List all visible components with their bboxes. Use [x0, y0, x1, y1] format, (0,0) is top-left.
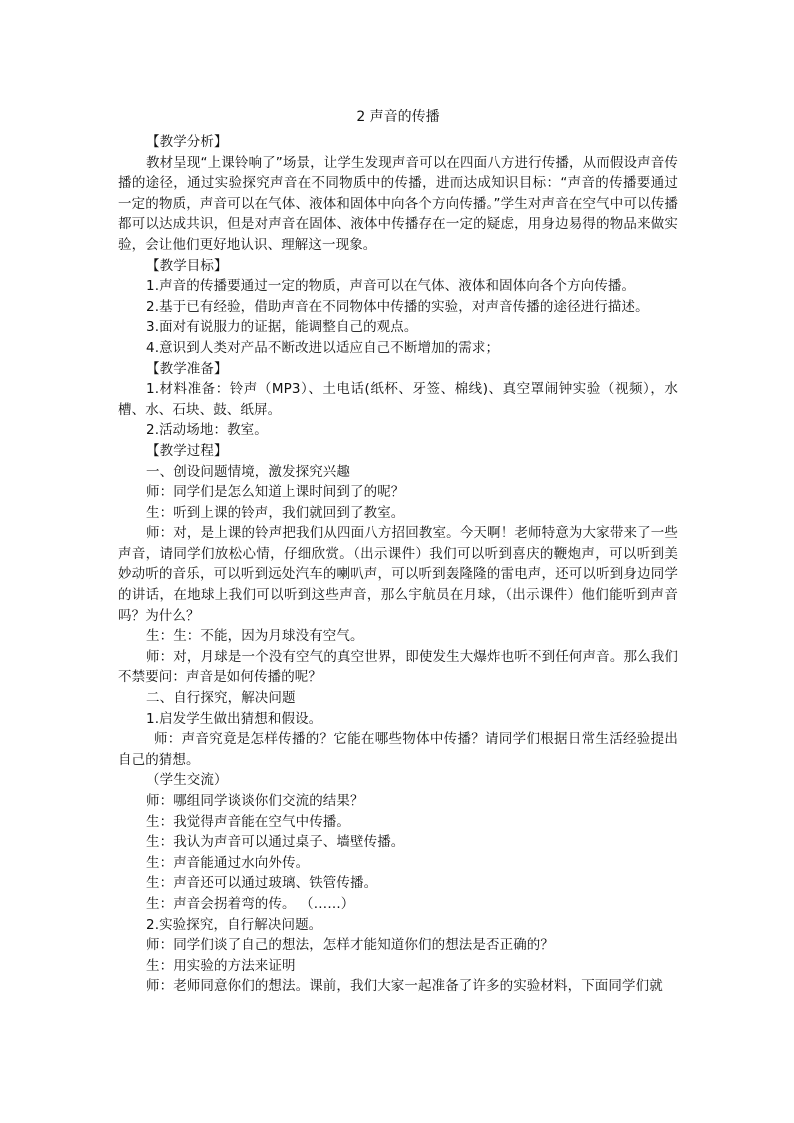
dialogue-line: 生：我认为声音可以通过桌子、墙壁传播。 — [146, 834, 405, 851]
dialogue-line: 师：哪组同学谈谈你们交流的结果？ — [146, 793, 364, 809]
section-heading-goals: 【教学目标】 — [146, 257, 228, 274]
process-step-heading-2: 二、自行探究，解决问题 — [146, 690, 296, 707]
dialogue-line: 师：声音究竟是怎样传播的？它能在哪些物体中传播？请同学们根据日常生活经验提出自己的猜想。 — [118, 731, 678, 768]
document-body — [118, 106, 678, 997]
dialogue-line: 生：生：不能，因为月球没有空气。 — [146, 628, 364, 645]
section-heading-preparation: 【教学准备】 — [146, 360, 228, 377]
goal-item-1: 1.声音的传播要通过一定的物质，声音可以在气体、液体和固体向各个方向传播。 — [146, 278, 636, 295]
section-heading-process: 【教学过程】 — [146, 442, 228, 459]
preparation-item-1: 1.材料准备：铃声（MP3）、土电话(纸杯、牙签、棉线)、真空罩闹钟实验（视频），水槽、水、石块、鼓、纸屏。 — [118, 381, 678, 418]
dialogue-line: 生：声音还可以通过玻璃、铁管传播。 — [146, 875, 378, 892]
goal-item-4: 4.意识到人类对产品不断改进以适应自己不断增加的需求； — [146, 339, 500, 356]
dialogue-line: 师：老师同意你们的想法。课前，我们大家一起准备了许多的实验材料，下面同学们就 — [146, 978, 663, 995]
dialogue-line: 生：我觉得声音能在空气中传播。 — [146, 813, 350, 830]
sub-step-heading-1: 1.启发学生做出猜想和假设。 — [146, 710, 323, 727]
student-exchange-note: （学生交流） — [146, 772, 228, 789]
dialogue-line: 师：同学们谈了自己的想法，怎样才能知道你们的想法是否正确的？ — [146, 937, 554, 954]
dialogue-line: 生：用实验的方法来证明 — [146, 957, 296, 974]
paragraph-analysis: 教材呈现“上课铃响了”场景，让学生发现声音可以在四面八方进行传播，从而假设声音传播的途径，通过实验探究声音在不同物质中的传播，进而达成知识目标：“声音的传播要通过一定的物质，声音可以在气体、液体和固体中向各个方向传播。”学生对声音在空气中可以传播都可以达成共识，但是对声音在固体、液体中传播存在一定的疑虑，用身边易得的物品来做实验，会让他们更好地认识、理解这一现象。 — [118, 154, 678, 253]
preparation-item-2: 2.活动场地：教室。 — [146, 422, 268, 439]
dialogue-line: 师：对，月球是一个没有空气的真空世界，即使发生大爆炸也听不到任何声音。那么我们不禁要问：声音是如何传播的呢？ — [118, 648, 678, 686]
goal-item-3: 3.面对有说服力的证据，能调整自己的观点。 — [146, 319, 418, 336]
dialogue-line: 生：声音能通过水向外传。 — [146, 854, 310, 871]
goal-item-2: 2.基于已有经验，借助声音在不同物体中传播的实验，对声音传播的途径进行描述。 — [146, 298, 649, 315]
page-title: 2 声音的传播 — [356, 109, 440, 125]
dialogue-line: 生：声音会拐着弯的传。 （……） — [146, 895, 355, 912]
sub-step-heading-2: 2.实验探究，自行解决问题。 — [146, 916, 323, 933]
dialogue-line: 师：同学们是怎么知道上课时间到了的呢？ — [146, 484, 405, 501]
dialogue-line: 生：听到上课的铃声，我们就回到了教室。 — [146, 504, 405, 521]
process-step-heading-1: 一、创设问题情境，激发探究兴趣 — [146, 463, 350, 480]
dialogue-line: 师：对，是上课的铃声把我们从四面八方招回教室。今天啊！老师特意为大家带来了一些声音，请同学们放松心情，仔细欣赏。（出示课件）我们可以听到喜庆的鞭炮声，可以听到美妙动听的音乐，可以听到远处汽车的喇叭声，可以听到轰隆隆的雷电声，还可以听到身边同学的讲话，在地球上我们可以听到这些声音，那么宇航员在月球，（出示课件）他们能听到声音吗？为什么？ — [118, 525, 678, 624]
section-heading-analysis: 【教学分析】 — [146, 134, 228, 150]
